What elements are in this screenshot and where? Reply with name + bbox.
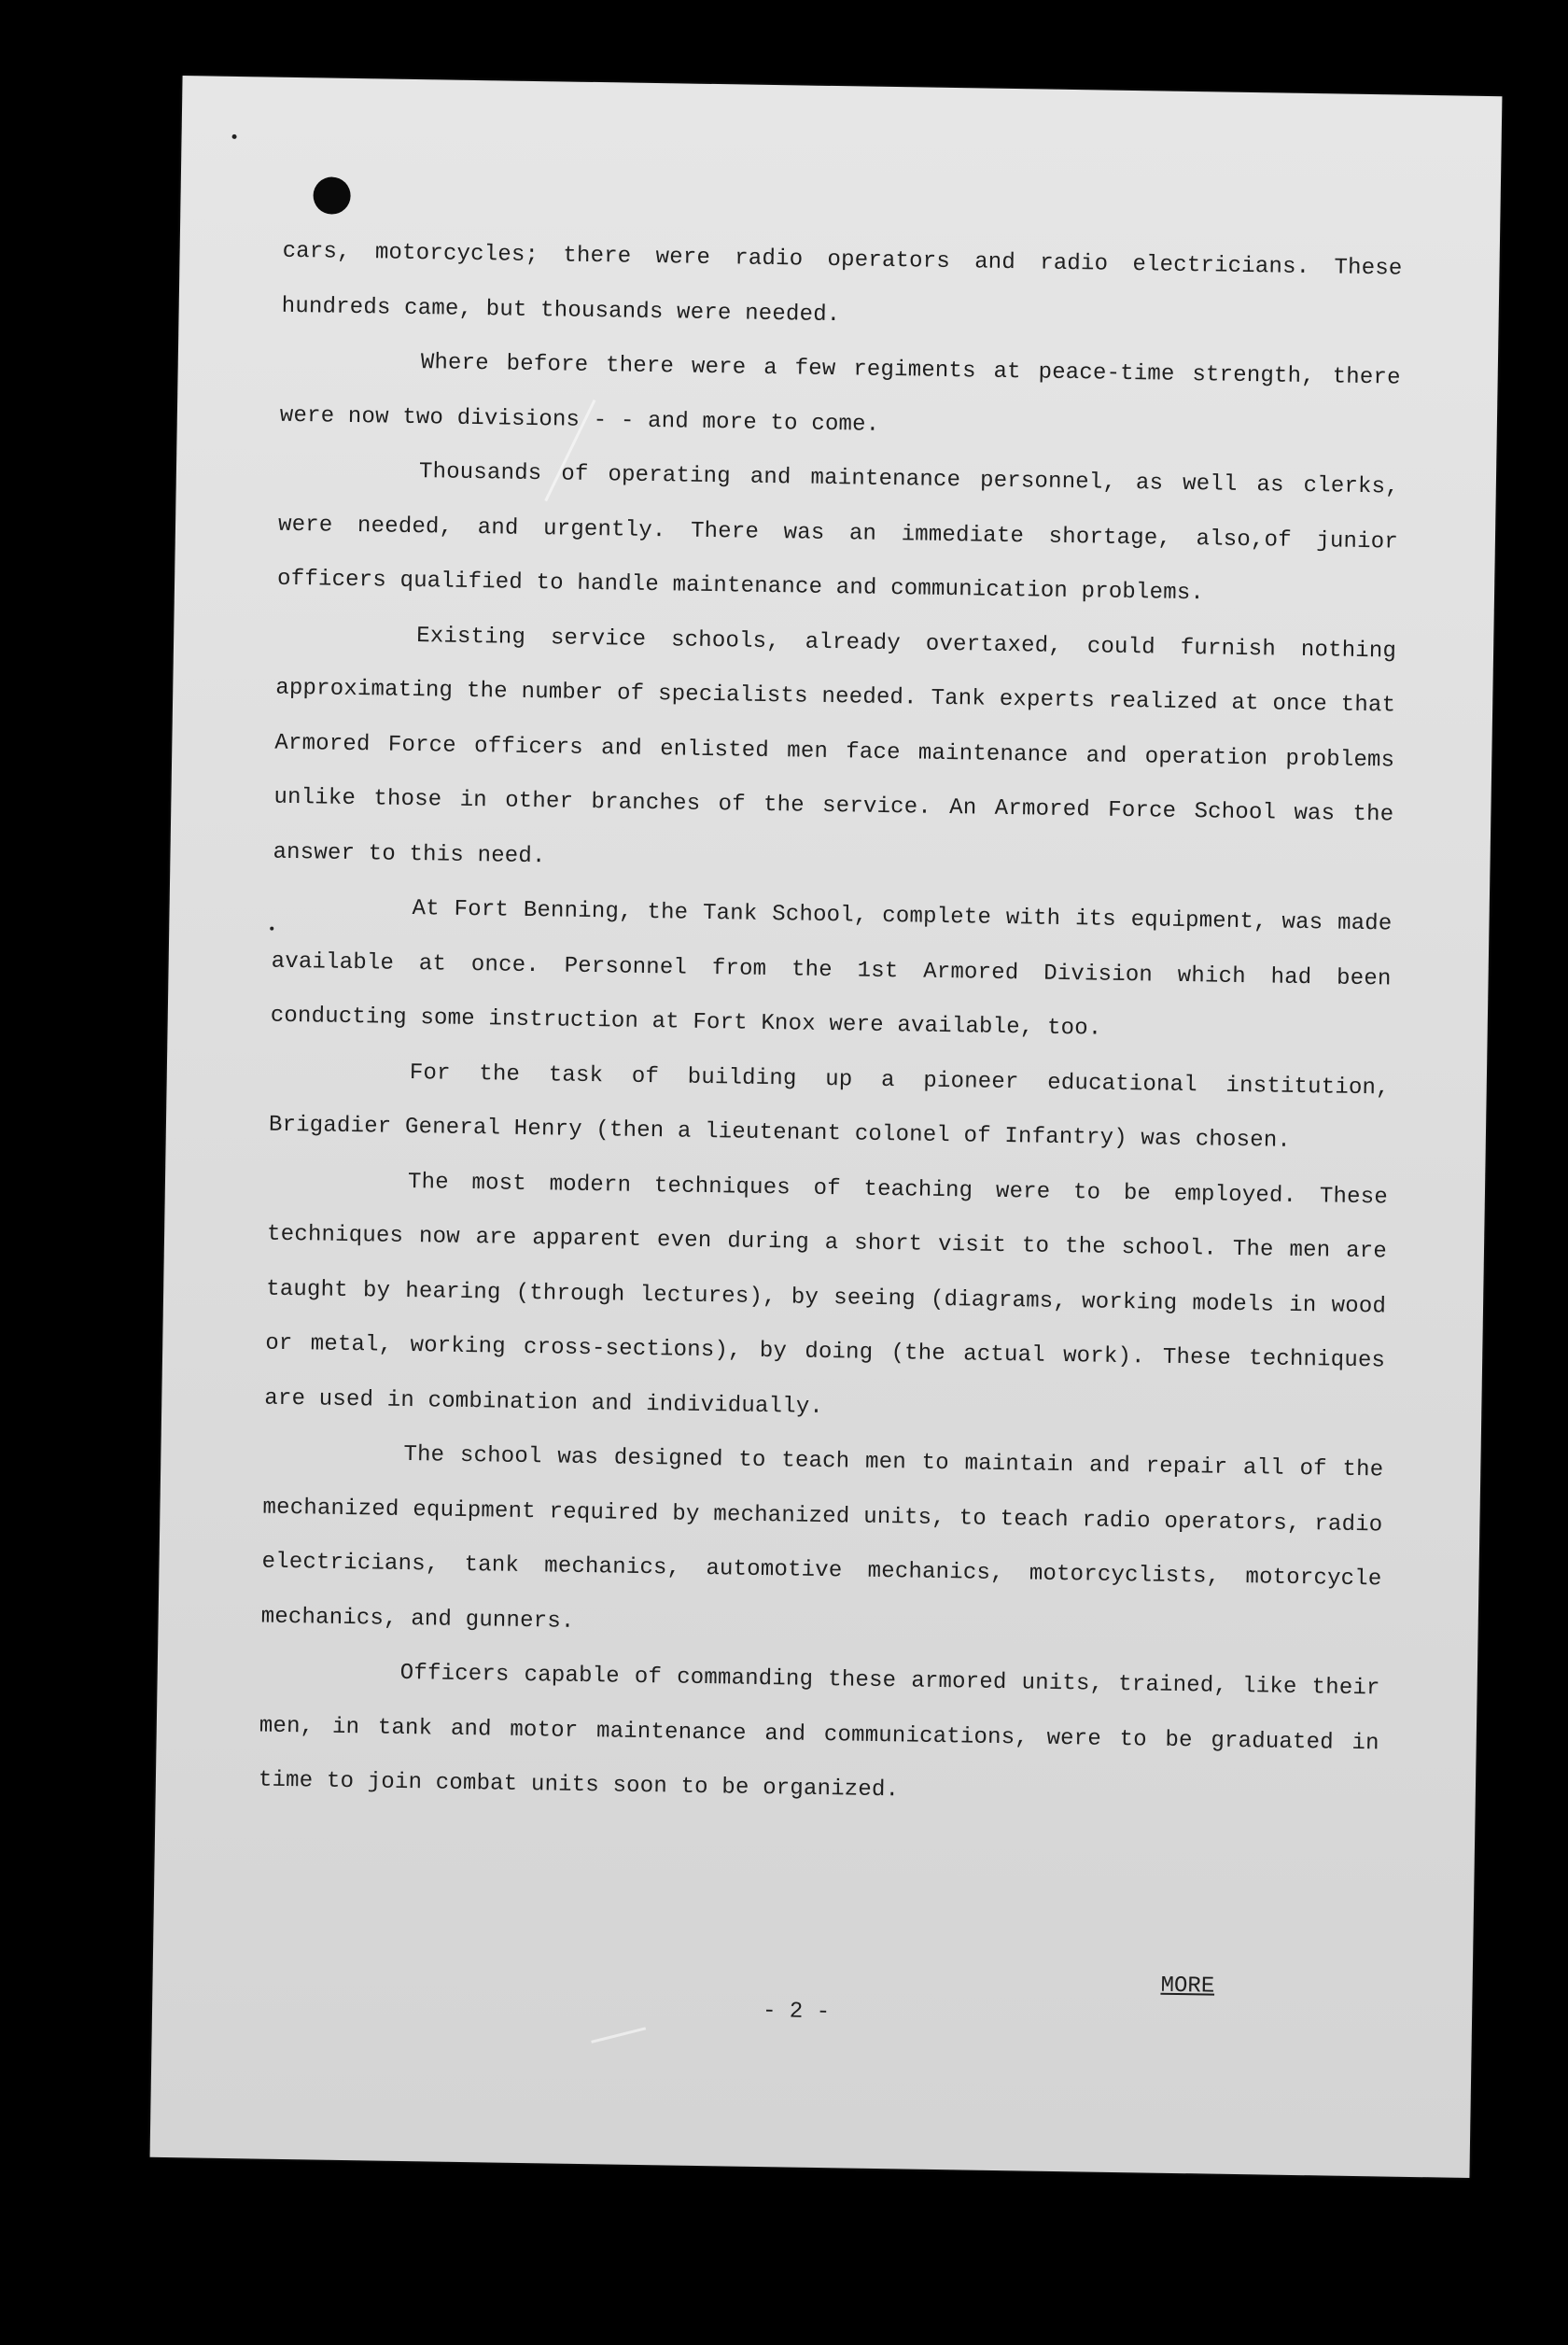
paragraph-2: Where before there were a few regiments at peace-time strength, there were now two divisions - - and more to come. [279,350,1401,438]
paragraph-4: Existing service schools, already overtaxed, could furnish nothing approximating the number of specialists needed. Tank experts realized at once that Armored Force officers and enlisted men face maintenance and operation problems unlike those in other branches of the service. An Armored Force School was the answer to this need. [273,623,1397,869]
body-text [258,225,1402,1826]
paragraph-1: cars, motorcycles; there were radio operators and radio electricians. These hundreds came, but thousands were needed. [281,238,1403,328]
paragraph-5: At Fort Benning, the Tank School, complete with its equipment, was made available at once. Personnel from the 1st Armored Division which had been conducting some instruction at Fort Knox were available, too. [270,896,1393,1042]
typewritten-page [150,76,1503,2178]
paragraph-8: The school was designed to teach men to maintain and repair all of the mechanized equipment required by mechanized units, to teach radio operators, radio electricians, tank mechanics, automotive mechanics, motorcyclists, motorcycle mechanics, and gunners. [260,1441,1384,1635]
punch-hole [313,176,351,215]
paper-scratch [591,2027,646,2043]
paragraph-3: Thousands of operating and maintenance personnel, as well as clerks, were needed, and urgently. There was an immediate shortage, also,of junior officers qualified to handle maintenance and communication problems. [276,459,1400,607]
paragraph-6: For the task of building up a pioneer educational institution, Brigadier General Henry (then a lieutenant colonel of Infantry) was chosen. [268,1060,1390,1154]
page-number: - 2 - [762,1999,831,2026]
paragraph-7: The most modern techniques of teaching were to be employed. These techniques now are apparent even during a short visit to the school. The men are taught by hearing (through lectures), by seeing (diagrams, working models in wood or metal, working cross-sections), by doing (the actual work). These techniques are used in combination and individually. [264,1169,1389,1420]
more-marker: MORE [1160,1973,1215,2000]
ink-speck [232,134,237,139]
paragraph-9: Officers capable of commanding these armored units, trained, like their men, in tank and motor maintenance and communications, were to be graduated in time to join combat units soon to be organized. [258,1660,1380,1804]
